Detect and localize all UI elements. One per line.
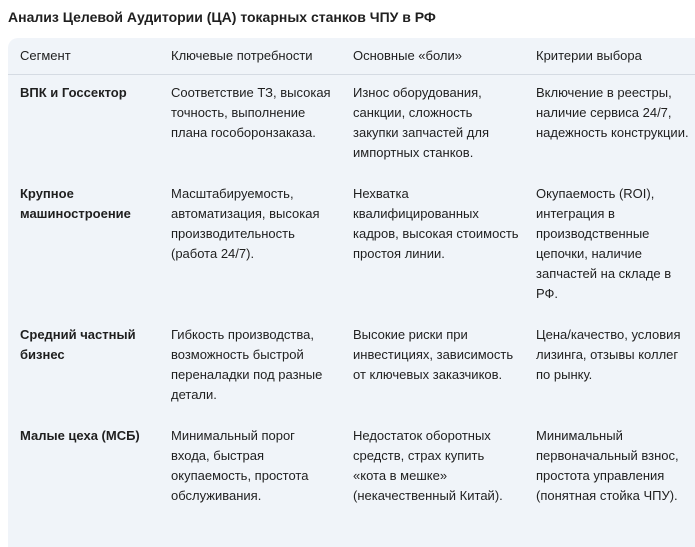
pains-cell: Высокие риски при инвестициях, зависимость от ключевых заказчиков. [353,326,514,382]
pains-cell: Нехватка квалифицированных кадров, высокая стоимость простоя линии. [353,185,519,261]
column-header-segment: Сегмент [8,38,159,74]
column-header-needs: Ключевые потребности [159,38,341,74]
pains-cell: Недостаток оборотных средств, страх купить «кота в мешке» (некачественный Китай). [353,427,503,503]
table-row [8,319,695,420]
audience-table [8,38,695,521]
audience-table-container [8,38,695,547]
criteria-cell: Включение в реестры, наличие сервиса 24/7, надежность конструкции. [536,84,689,140]
needs-cell: Соответствие ТЗ, высокая точность, выполнение плана гособоронзаказа. [171,84,331,140]
criteria-cell: Минимальный первоначальный взнос, простота управления (понятная стойка ЧПУ). [536,427,679,503]
segment-cell: Крупное машиностроение [20,185,131,221]
table-row [8,420,695,521]
needs-cell: Гибкость производства, возможность быстрой переналадки под разные детали. [171,326,323,402]
criteria-cell: Окупаемость (ROI), интеграция в производственные цепочки, наличие запчастей на складе в РФ. [536,185,672,301]
column-header-criteria: Критерии выбора [524,38,695,74]
column-header-pains: Основные «боли» [341,38,524,74]
table-row [8,178,695,319]
criteria-cell: Цена/качество, условия лизинга, отзывы коллег по рынку. [536,326,681,382]
segment-cell: ВПК и Госсектор [20,84,127,100]
segment-cell: Малые цеха (МСБ) [20,427,140,443]
table-header-row [8,38,695,74]
segment-cell: Средний частный бизнес [20,326,136,362]
pains-cell: Износ оборудования, санкции, сложность закупки запчастей для импортных станков. [353,84,489,160]
table-row [8,74,695,178]
page-title: Анализ Целевой Аудитории (ЦА) токарных станков ЧПУ в РФ [8,9,436,25]
needs-cell: Масштабируемость, автоматизация, высокая производительность (работа 24/7). [171,185,320,261]
needs-cell: Минимальный порог входа, быстрая окупаемость, простота обслуживания. [171,427,309,503]
